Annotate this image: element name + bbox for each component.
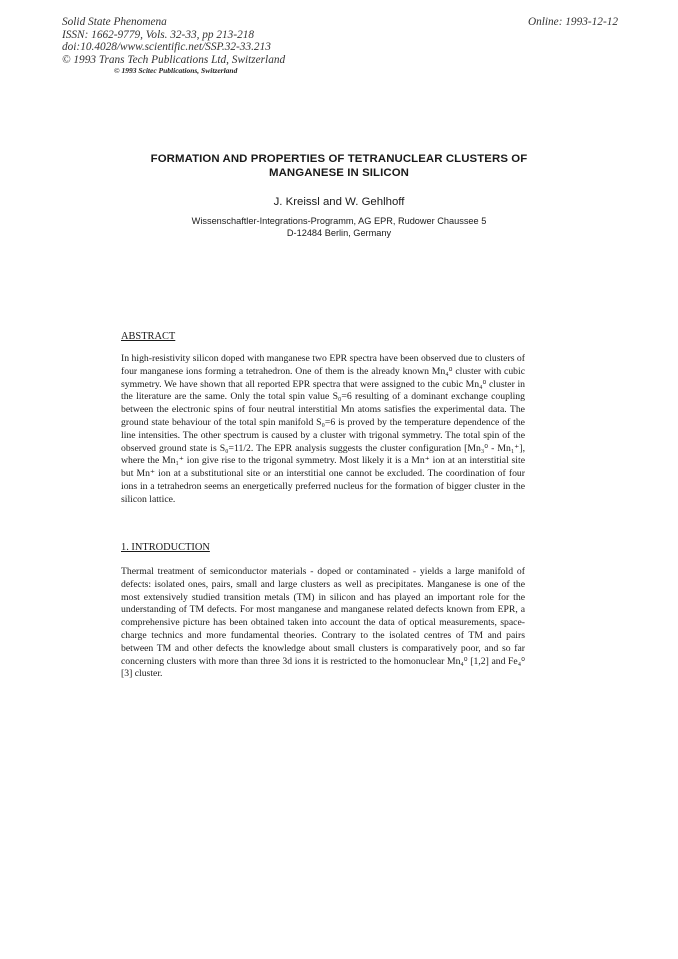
publication-header (62, 16, 618, 76)
introduction-text: Thermal treatment of semiconductor materials - doped or contaminated - yields a large manifold of defects: isolated ones, pairs, small and large clusters as well as precipitates. Manganese is one of the most extensively studied transition metals (TM) in silicon and has played an important role for the understanding of TM defects. For most manganese and manganese related defects known from EPR, a comprehensive picture has been obtained taken into account the data of optical measurements, space-charge technics and more fundamental theories. Contrary to the isolated centres of TM and pairs between TM and other defects the knowledge about small clusters is comparatively poor, and so far concerning clusters with more than three 3d ions it is restricted to the homonuclear Mn₄⁰ [1,2] and Fe₄⁰ [3] cluster. (121, 566, 525, 680)
paper-title-line-2: MANGANESE IN SILICON (269, 167, 409, 179)
paper-title-line-1: FORMATION AND PROPERTIES OF TETRANUCLEAR CLUSTERS OF (150, 153, 528, 165)
introduction-heading: 1. INTRODUCTION (121, 542, 210, 553)
abstract-heading: ABSTRACT (121, 331, 176, 342)
paper-title (100, 152, 578, 180)
affiliation-line-2: D-12484 Berlin, Germany (286, 228, 392, 238)
copyright-line: © 1993 Trans Tech Publications Ltd, Switzerland (62, 53, 286, 66)
copyright-line-secondary: © 1993 Scitec Publications, Switzerland (114, 66, 238, 76)
online-date: Online: 1993-12-12 (527, 16, 618, 28)
journal-name: Solid State Phenomena (62, 16, 167, 28)
affiliation-line-1: Wissenschaftler-Integrations-Programm, AG EPR, Rudower Chaussee 5 (191, 216, 487, 226)
author-affiliation (100, 215, 578, 239)
paper-authors: J. Kreissl and W. Gehlhoff (273, 196, 405, 208)
issn-line: ISSN: 1662-9779, Vols. 32-33, pp 213-218 (62, 28, 255, 41)
doi-line: doi:10.4028/www.scientific.net/SSP.32-33.213 (62, 41, 271, 54)
abstract-text: In high-resistivity silicon doped with manganese two EPR spectra have been observed due to clusters of four manganese ions forming a tetrahedron. One of them is the already known Mn₄⁰ cluster with cubic symmetry. We have shown that all reported EPR spectra that were assigned to the cubic Mn₄⁰ cluster in the literature are the same. Only the total spin value S₀=6 resulting of a dominant exchange coupling between the electronic spins of four neutral interstitial Mn atoms satisfies the experimental data. The ground state behaviour of the total spin manifold S₀=6 is proved by the temperature dependence of the line intensities. The other spectrum is caused by a cluster with trigonal symmetry. The total spin of the observed ground state is S₀=11/2. The EPR analysis suggests the cluster configuration [Mn₃⁰ - Mn₁⁺], where the Mn₁⁺ ion give rise to the trigonal symmetry. Most likely it is a Mn⁺ ion at an interstitial site but Mn⁺ ion at a substitutional site or an interstitial one cannot be excluded. The coordination of four ions in a tetrahedron seems an energetically preferred nucleus for the formation of bigger cluster in the silicon lattice. (121, 353, 525, 505)
